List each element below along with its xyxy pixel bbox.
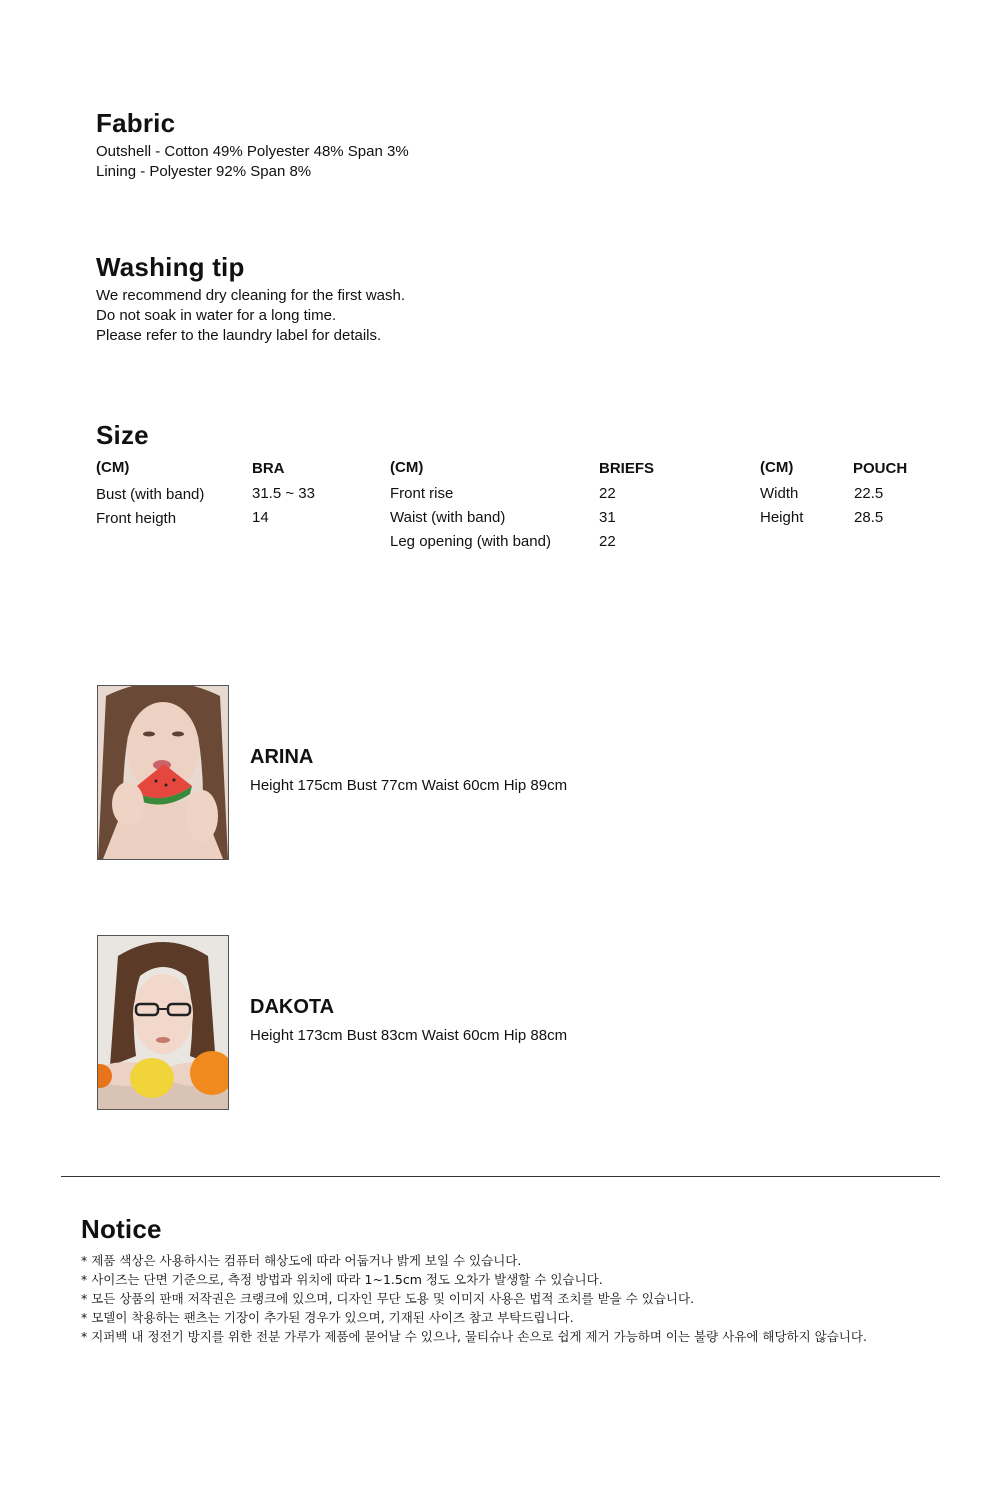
bra-row-value: 14 xyxy=(252,509,269,526)
washing-line: Do not soak in water for a long time. xyxy=(96,307,337,324)
model-name: ARINA xyxy=(250,746,314,768)
briefs-row-label: Leg opening (with band) xyxy=(390,533,551,550)
model-stats: Height 173cm Bust 83cm Waist 60cm Hip 88cm xyxy=(250,1027,568,1044)
fabric-title: Fabric xyxy=(96,108,176,138)
fabric-line-outshell: Outshell - Cotton 49% Polyester 48% Span 3% xyxy=(96,143,409,160)
briefs-row-label: Front rise xyxy=(390,485,454,502)
briefs-header: BRIEFS xyxy=(599,460,655,477)
bra-row-label: Bust (with band) xyxy=(96,486,205,503)
notice-line: * 지퍼백 내 정전기 방지를 위한 전분 가루가 제품에 묻어날 수 있으나, 물티슈나 손으로 쉽게 제거 가능하며 이는 불량 사유에 해당하지 않습니다. xyxy=(81,1329,867,1344)
fabric-line-lining: Lining - Polyester 92% Span 8% xyxy=(96,163,312,180)
pouch-unit: (CM) xyxy=(760,459,794,476)
model-photo-dakota-illustration xyxy=(98,936,228,1109)
bra-header: BRA xyxy=(252,460,285,477)
briefs-row-value: 31 xyxy=(599,509,616,526)
notice-title: Notice xyxy=(81,1214,162,1244)
briefs-row-value: 22 xyxy=(599,533,616,550)
pouch-row-value: 22.5 xyxy=(854,485,884,502)
notice-line: * 사이즈는 단면 기준으로, 측정 방법과 위치에 따라 1~1.5cm 정도 오차가 발생할 수 있습니다. xyxy=(81,1272,603,1287)
pouch-row-label: Width xyxy=(760,485,799,502)
model-photo-dakota xyxy=(97,935,229,1110)
briefs-row-label: Waist (with band) xyxy=(390,509,506,526)
pouch-row-value: 28.5 xyxy=(854,509,884,526)
model-name: DAKOTA xyxy=(250,996,335,1018)
briefs-unit: (CM) xyxy=(390,459,424,476)
section-divider xyxy=(61,1176,940,1177)
pouch-row-label: Height xyxy=(760,509,804,526)
model-photo-arina-illustration xyxy=(98,686,228,859)
pouch-header: POUCH xyxy=(853,460,908,477)
model-photo-arina xyxy=(97,685,229,860)
notice-line: * 모델이 착용하는 팬츠는 기장이 추가된 경우가 있으며, 기재된 사이즈 참고 부탁드립니다. xyxy=(81,1310,574,1325)
briefs-row-value: 22 xyxy=(599,485,616,502)
washing-line: We recommend dry cleaning for the first wash. xyxy=(96,287,406,304)
model-stats: Height 175cm Bust 77cm Waist 60cm Hip 89cm xyxy=(250,777,568,794)
size-title: Size xyxy=(96,420,149,450)
bra-row-label: Front heigth xyxy=(96,510,177,527)
notice-line: * 모든 상품의 판매 저작권은 크랭크에 있으며, 디자인 무단 도용 및 이미지 사용은 법적 조치를 받을 수 있습니다. xyxy=(81,1291,695,1306)
washing-line: Please refer to the laundry label for details. xyxy=(96,327,382,344)
bra-row-value: 31.5 ~ 33 xyxy=(252,485,315,502)
notice-line: * 제품 색상은 사용하시는 컴퓨터 해상도에 따라 어둡거나 밝게 보일 수 있습니다. xyxy=(81,1253,522,1268)
washing-title: Washing tip xyxy=(96,252,245,282)
bra-unit: (CM) xyxy=(96,459,130,476)
